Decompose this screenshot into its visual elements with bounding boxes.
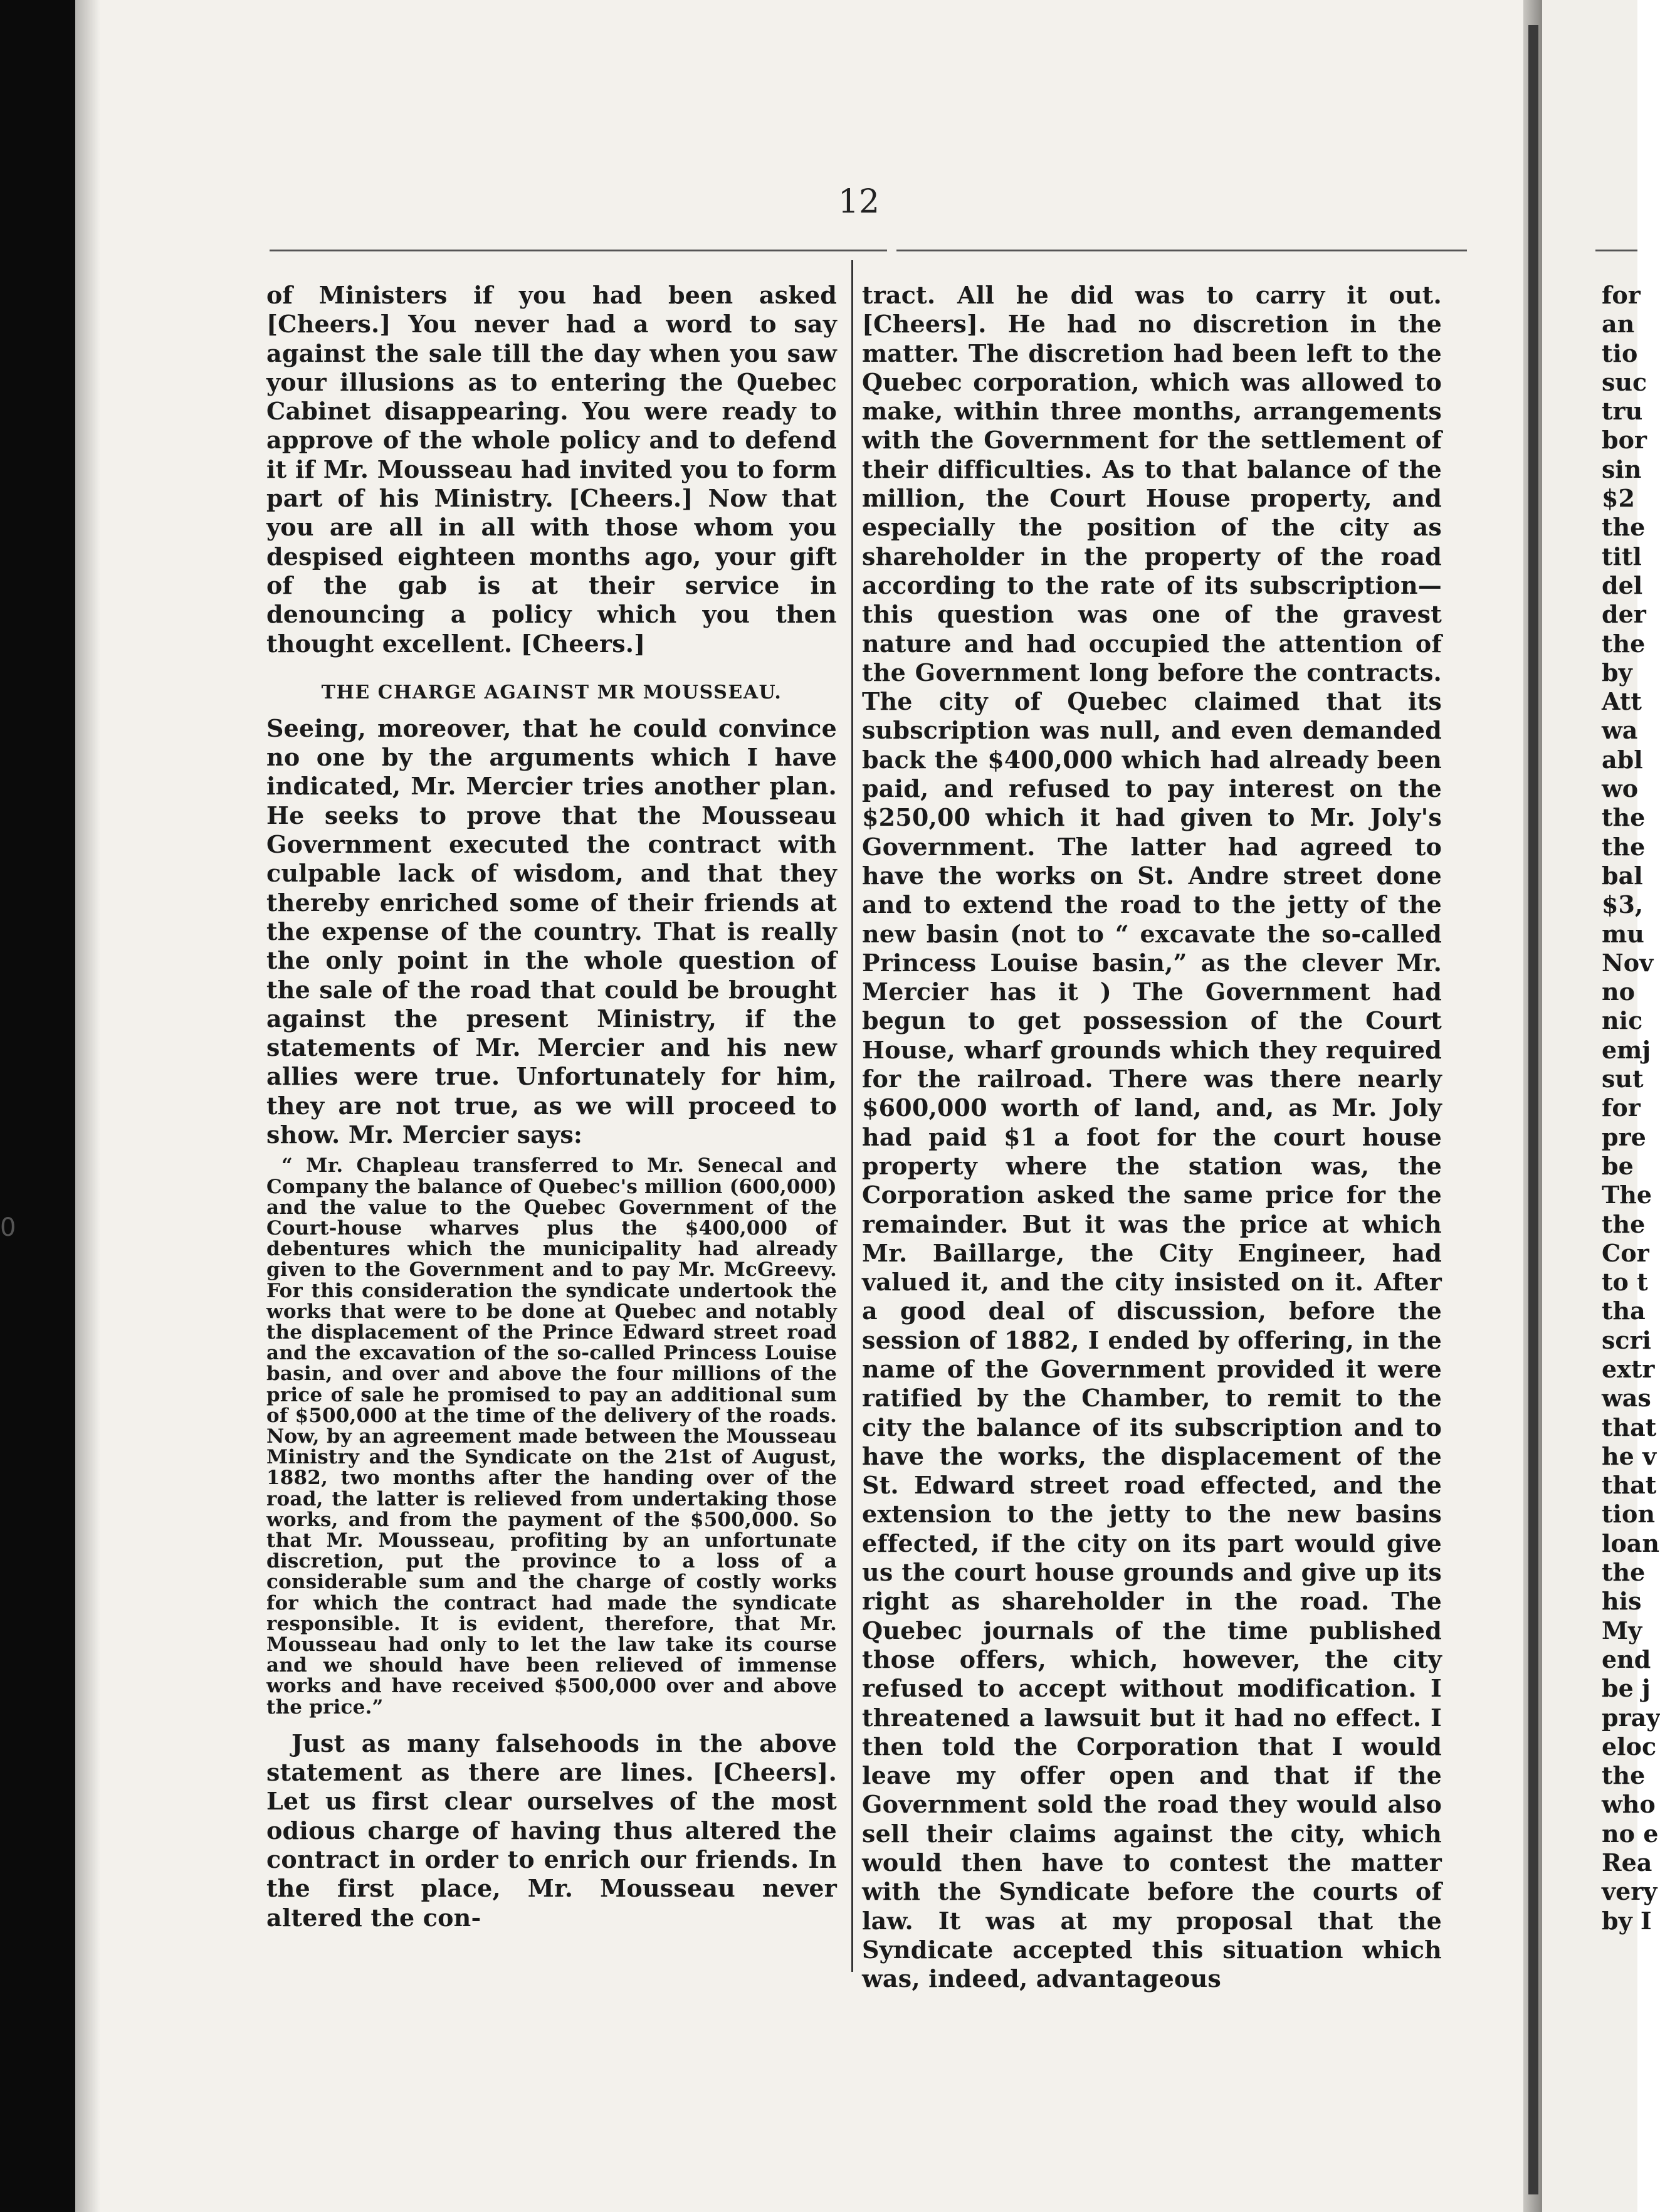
- line-fragment: no: [1602, 977, 1635, 1006]
- line-fragment: $2: [1602, 484, 1635, 513]
- line-fragment: sut: [1602, 1065, 1644, 1093]
- line-fragment: for: [1602, 1093, 1641, 1122]
- gutter-bar: [1528, 25, 1538, 2194]
- line-fragment: the: [1602, 1761, 1646, 1790]
- line-fragment: Att: [1602, 687, 1642, 716]
- paragraph: of Ministers if you had been asked [Cheers.] You never had a word to say against the sale till the day when you saw your illusions as to entering the Quebec Cabinet disappearing. You were ready to approve of the whole policy and to defend it if Mr. Mousseau had invited you to form part of his Ministry. [Cheers.] Now that you are all in all with those whom you despised eighteen months ago, your gift of the gab is at their service in denouncing a policy which you then thought excellent. [Cheers.]: [266, 281, 837, 658]
- line-fragment: the: [1602, 1558, 1646, 1587]
- line-fragment: tha: [1602, 1297, 1646, 1325]
- page-number: 12: [838, 183, 880, 221]
- line-fragment: end: [1602, 1645, 1651, 1673]
- line-fragment: the: [1602, 803, 1646, 832]
- header-rule-left: [270, 250, 887, 251]
- line-fragment: del: [1602, 571, 1643, 599]
- line-fragment: der: [1602, 600, 1646, 629]
- line-fragment: be j: [1602, 1674, 1651, 1703]
- line-fragment: nic: [1602, 1006, 1643, 1035]
- line-fragment: the: [1602, 832, 1646, 861]
- column-2: [862, 281, 1442, 1994]
- line-fragment: pray: [1602, 1703, 1660, 1732]
- section-heading: THE CHARGE AGAINST MR MOUSSEAU.: [321, 681, 782, 703]
- paragraph: Just as many falsehoods in the above statement as there are lines. [Cheers]. Let us first clear ourselves of the most odious charge of having thus altered the contract in order to enrich our friends. In the first place, Mr. Mousseau never altered the con-: [266, 1729, 837, 1932]
- line-fragment: loan: [1602, 1529, 1660, 1557]
- line-fragment: eloc: [1602, 1732, 1657, 1761]
- column-divider: [851, 260, 853, 1972]
- paragraph: tract. All he did was to carry it out. [Cheers]. He had no discretion in the matter. The discretion had been left to the Quebec corporation, which was allowed to make, within three months, arrangements with the Government for the settlement of their difficulties. As to that balance of the million, the Court House property, and especially the position of the city as shareholder in the property of the road according to the rate of its subscription—this question was one of the gravest nature and had occupied the attention of the Government long before the contracts. The city of Quebec claimed that its subscription was null, and even demanded back the $400,000 which had already been paid, and refused to pay interest on the $250,00 which it had given to Mr. Joly's Government. The latter had agreed to have the works on St. Andre street done and to extend the road to the jetty of the new basin (not to “ excavate the so-called Princess Louise basin,” as the clever Mr. Mercier has it ) The Government had begun to get possession of the Court House, wharf grounds which they required for the railroad. There was there nearly $600,000 worth of land, and, as Mr. Joly had paid $1 a foot for the court house property where the station was, the Corporation asked the same price for the remainder. But it was the price at which Mr. Baillarge, the City Engineer, had valued it, and the city insisted on it. After a good deal of discussion, before the session of 1882, I ended by offering, in the name of the Government provided it were ratified by the Chamber, to remit to the city the balance of its subscription and to have the works, the displacement of the St. Edward street road effected, and the extension to the jetty to the new basins effected, if the city on its part would give us the court house grounds and give up its right as shareholder in the road. The Quebec journals of the time published those offers, which, however, the city refused to accept without modification. I threatened a lawsuit but it had no effect. I then told the Corporation that I would leave my offer open and that if the Government sold the road they would also sell their claims against the city, which would then have to contest the matter with the Syndicate before the courts of law. It was at my proposal that the Syndicate accepted this situation which was, indeed, advantageous: [862, 281, 1442, 1993]
- line-fragment: bal: [1602, 861, 1643, 890]
- adjacent-page-column: [1602, 281, 1660, 1936]
- line-fragment: wa: [1602, 716, 1638, 745]
- line-fragment: no e: [1602, 1819, 1659, 1848]
- line-fragment: abl: [1602, 745, 1643, 774]
- line-fragment: was: [1602, 1384, 1651, 1413]
- line-fragment: My: [1602, 1616, 1642, 1645]
- line-fragment: tion: [1602, 1500, 1655, 1529]
- column-1: [266, 281, 837, 1932]
- line-fragment: The: [1602, 1181, 1652, 1209]
- line-fragment: mu: [1602, 919, 1644, 948]
- line-fragment: tru: [1602, 397, 1643, 426]
- line-fragment: Nov: [1602, 948, 1654, 977]
- line-fragment: suc: [1602, 367, 1647, 396]
- line-fragment: his: [1602, 1587, 1642, 1616]
- line-fragment: Cor: [1602, 1238, 1649, 1267]
- scan-border-left: [0, 0, 75, 2212]
- line-fragment: sin: [1602, 455, 1642, 483]
- line-fragment: to t: [1602, 1268, 1648, 1297]
- line-fragment: pre: [1602, 1122, 1646, 1151]
- line-fragment: he v: [1602, 1441, 1657, 1470]
- line-fragment: who: [1602, 1790, 1656, 1819]
- line-fragment: that: [1602, 1413, 1657, 1441]
- line-fragment: an: [1602, 310, 1635, 339]
- line-fragment: extr: [1602, 1354, 1655, 1383]
- line-fragment: the: [1602, 1209, 1646, 1238]
- block-quote: “ Mr. Chapleau transferred to Mr. Senecal and Company the balance of Quebec's million (600,000) and the value to the Quebec Government of the Court-house wharves plus the $400,000 of debentures which the municipality had already given to the Government and to pay Mr. McGreevy. For this consideration the syndicate undertook the works that were to be done at Quebec and notably the displacement of the Prince Edward street road and the excavation of the so-called Princess Louise basin, and over and above the four millions of the price of sale he promised to pay an additional sum of $500,000 at the time of the delivery of the roads. Now, by an agreement made between the Mousseau Ministry and the Syndicate on the 21st of August, 1882, two months after the handing over of the road, the latter is relieved from undertaking those works, and from the payment of the $500,000. So that Mr. Mousseau, profiting by an unfortunate discretion, put the province to a loss of a considerable sum and the charge of costly works for which the contract had made the syndicate responsible. It is evident, therefore, that Mr. Mousseau had only to let the law take its course and we should have been relieved of immense works and have received $500,000 over and above the price.”: [266, 1154, 837, 1719]
- line-fragment: for: [1602, 281, 1641, 309]
- line-fragment: tio: [1602, 339, 1638, 367]
- line-fragment: wo: [1602, 774, 1639, 803]
- header-rule-right: [896, 250, 1467, 251]
- line-fragment: $3,: [1602, 890, 1644, 919]
- line-fragment: the: [1602, 513, 1646, 542]
- line-fragment: by I: [1602, 1906, 1652, 1935]
- line-fragment: by: [1602, 658, 1632, 687]
- paper-shadow: [75, 0, 100, 2212]
- header-rule-adjacent: [1595, 250, 1637, 251]
- line-fragment: very: [1602, 1877, 1657, 1906]
- line-fragment: emj: [1602, 1035, 1651, 1064]
- line-fragment: Rea: [1602, 1848, 1652, 1877]
- paragraph: Seeing, moreover, that he could convince no one by the arguments which I have indicated, Mr. Mercier tries another plan. He seeks to prove that the Mousseau Government executed the contract with culpable lack of wisdom, and that they thereby enriched some of their friends at the expense of the country. That is really the only point in the whole question of the sale of the road that could be brought against the present Ministry, if the statements of Mr. Mercier and his new allies were true. Unfortunately for him, they are not true, as we will proceed to show. Mr. Mercier says:: [266, 714, 837, 1149]
- line-fragment: the: [1602, 629, 1646, 658]
- line-fragment: be: [1602, 1151, 1634, 1180]
- line-fragment: bor: [1602, 426, 1647, 455]
- line-fragment: titl: [1602, 542, 1642, 571]
- edge-mark: 0: [0, 1213, 16, 1242]
- line-fragment: scri: [1602, 1325, 1651, 1354]
- line-fragment: that: [1602, 1471, 1657, 1500]
